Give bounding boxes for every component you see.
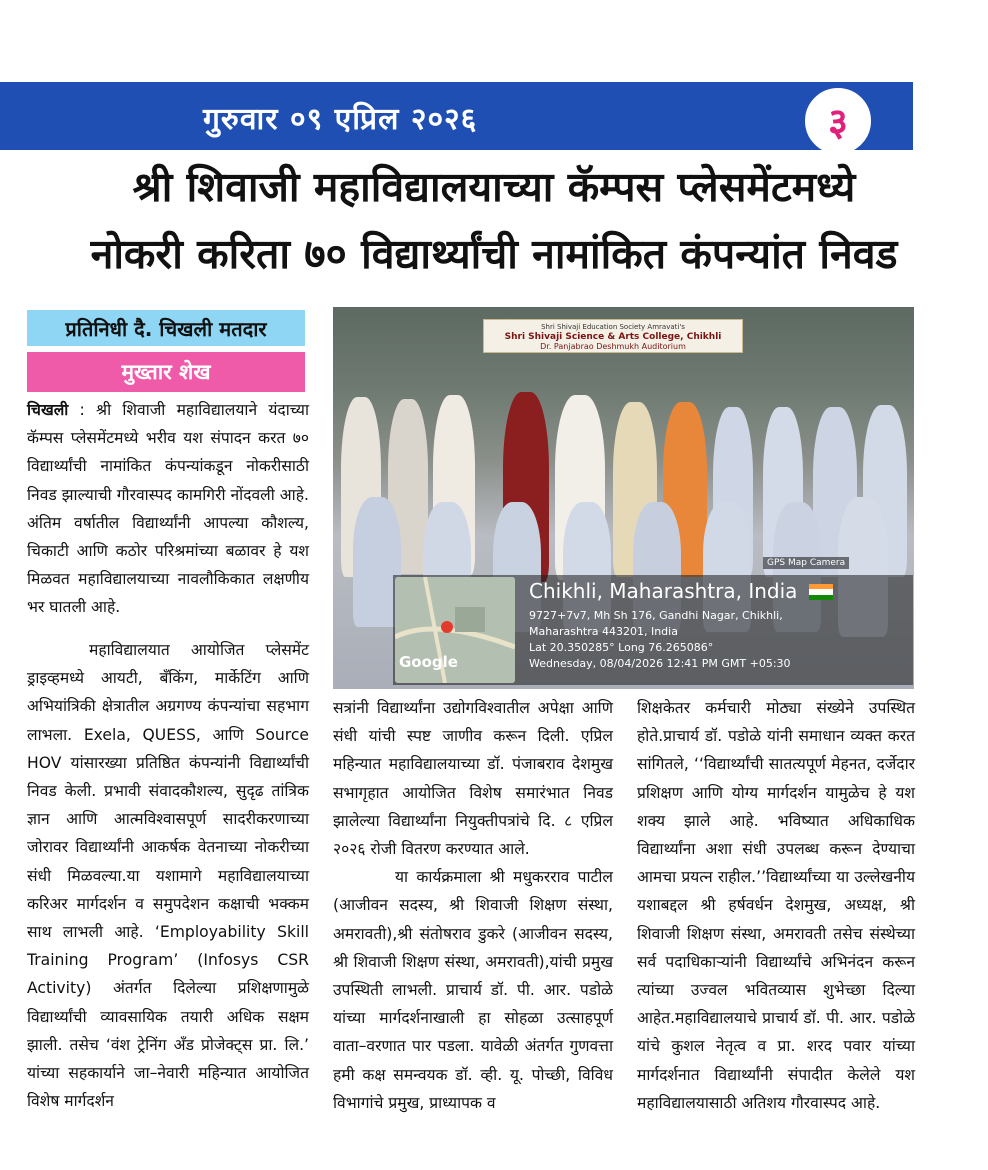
- banner-society: Shri Shivaji Education Society Amravati's: [541, 323, 685, 331]
- banner-hall: Dr. Panjabrao Deshmukh Auditorium: [540, 342, 686, 351]
- article-paragraph-3: सत्रांनी विद्यार्थ्यांना उद्योगविश्वातील अपेक्षा आणि संधी यांची स्पष्ट जाणीव करून दिली. एप्रिल महिन्यात महाविद्यालयाच्या डॉ. पंजाबराव देशमुख सभागृहात आयोजित विशेष समारंभात निवड झालेल्या विद्यार्थ्यांना नियुक्तीपत्रांचे दि. ८ एप्रिल २०२६ रोजी वितरण करण्यात आले.: [333, 699, 613, 859]
- gps-latlong: Lat 20.350285° Long 76.265086°: [529, 641, 714, 654]
- byline-reporter: मुख्तार शेख: [27, 352, 305, 392]
- gps-address-2: Maharashtra 443201, India: [529, 625, 678, 638]
- event-photo: [333, 307, 914, 689]
- issue-date: गुरुवार ०९ एप्रिल २०२६: [203, 102, 478, 137]
- dateline: चिखली: [27, 401, 69, 419]
- gps-address-1: 9727+7v7, Mh Sh 176, Gandhi Nagar, Chikhli,: [529, 609, 783, 622]
- article-paragraph-1: [27, 396, 309, 622]
- article-column-1-bottom: [27, 636, 309, 1115]
- india-flag-icon: [809, 584, 833, 600]
- article-column-1-top: [27, 396, 309, 622]
- gps-timestamp: Wednesday, 08/04/2026 12:41 PM GMT +05:30: [529, 657, 791, 670]
- headline-line-1: श्री शिवाजी महाविद्यालयाच्या कॅम्पस प्लेसमेंटमध्ये: [132, 163, 856, 211]
- gps-city: Chikhli, Maharashtra, India: [529, 579, 798, 603]
- byline-source: प्रतिनिधी दै. चिखली मतदार: [27, 310, 305, 346]
- article-paragraph-1-text: : श्री शिवाजी महाविद्यालयाने यंदाच्या कॅम्पस प्लेसमेंटमध्ये भरीव यश संपादन करत ७० विद्यार्थ्यांची नामांकित कंपन्यांकडून नोकरीसाठी निवड झाल्याची गौरवास्पद कामगिरी नोंदवली आहे. अंतिम वर्षातील विद्यार्थ्यांनी आपल्या कौशल्य, चिकाटी आणि कठोर परिश्रमांच्या बळावर हे यश मिळवत महाविद्यालयाच्या नावलौकिकात लक्षणीय भर घातली आहे.: [27, 401, 309, 617]
- banner-college: Shri Shivaji Science & Arts College, Chikhli: [504, 332, 722, 342]
- article-paragraph-2: महाविद्यालयात आयोजित प्लेसमेंट ड्राइव्हमध्ये आयटी, बँकिंग, मार्केटिंग आणि अभियांत्रिकी क्षेत्रातील अग्रगण्य कंपन्यांचा सहभाग लाभला. Exela, QUESS, आणि Source HOV यांसारख्या प्रतिष्ठित कंपन्यांनी विद्यार्थ्यांची निवड केली. प्रभावी संवादकौशल्य, सुदृढ तांत्रिक ज्ञान आणि आत्मविश्वासपूर्ण सादरीकरणाच्या जोरावर विद्यार्थ्यांनी आकर्षक वेतनाच्या नोकरीच्या संधी मिळवल्या.या यशामागे महाविद्यालयाच्या करिअर मार्गदर्शन व समुपदेशन कक्षाची भक्कम साथ लाभली आहे. ‘Employability Skill Training Program’ (Infosys CSR Activity) अंतर्गत दिलेल्या प्रशिक्षणामुळे विद्यार्थ्यांची व्यावसायिक तयारी अधिक सक्षम झाली. तसेच ‘वंश ट्रेनिंग अँड प्रोजेक्ट्स प्रा. लि.’ यांच्या सहकार्याने जा–नेवारी महिन्यात आयोजित विशेष मार्गदर्शन: [27, 641, 309, 1111]
- article-paragraph-4: या कार्यक्रमाला श्री मधुकरराव पाटील (आजीवन सदस्य, श्री शिवाजी शिक्षण संस्था, अमरावती),श्री संतोषराव डुकरे (आजीवन सदस्य, श्री शिवाजी शिक्षण संस्था, अमरावती),यांची प्रमुख उपस्थिती लाभली. प्राचार्य डॉ. पी. आर. पडोळे यांच्या मार्गदर्शनाखाली हा सोहळा उत्साहपूर्ण वाता–वरणात पार पडला. यावेळी अंतर्गत गुणवत्ता हमी कक्ष समन्वयक डॉ. व्ही. यू. पोच्छी, विविध विभागांचे प्रमुख, प्राध्यापक व: [333, 868, 613, 1112]
- page-number-badge: ३: [805, 88, 871, 154]
- article-paragraph-5: शिक्षकेतर कर्मचारी मोठ्या संख्येने उपस्थित होते.प्राचार्य डॉ. पडोळे यांनी समाधान व्यक्त करत सांगितले, ‘‘विद्यार्थ्यांची सातत्यपूर्ण मेहनत, दर्जेदार प्रशिक्षण आणि योग्य मार्गदर्शन यामुळेच हे यश शक्य झाले आहे. भविष्यात अधिकाधिक विद्यार्थ्यांना अशा संधी उपलब्ध करून देण्याचा आमचा प्रयत्न राहील.’’विद्यार्थ्यांच्या या उल्लेखनीय यशाबद्दल श्री हर्षवर्धन देशमुख, अध्यक्ष, श्री शिवाजी शिक्षण संस्था, अमरावती तसेच संस्थेच्या सर्व पदाधिकाऱ्यांनी विद्यार्थ्यांचे अभिनंदन करून त्यांच्या उज्वल भवितव्यास शुभेच्छा दिल्या आहेत.महाविद्यालयाचे प्राचार्य डॉ. पी. आर. पडोळे यांचे कुशल नेतृत्व व प्रा. शरद पवार यांच्या मार्गदर्शनात विद्यार्थ्यांनी संपादीत केलेले यश महाविद्यालयासाठी अतिशय गौरवास्पद आहे.: [637, 699, 915, 1112]
- article-column-2: [333, 694, 613, 1117]
- article-column-3: [637, 694, 915, 1117]
- map-google-label: Google: [399, 653, 458, 671]
- gps-app-label: GPS Map Camera: [763, 557, 849, 569]
- stage-banner: [483, 319, 743, 353]
- headline-line-2: नोकरी करिता ७० विद्यार्थ्यांची नामांकित कंपन्यांत निवड: [90, 230, 898, 278]
